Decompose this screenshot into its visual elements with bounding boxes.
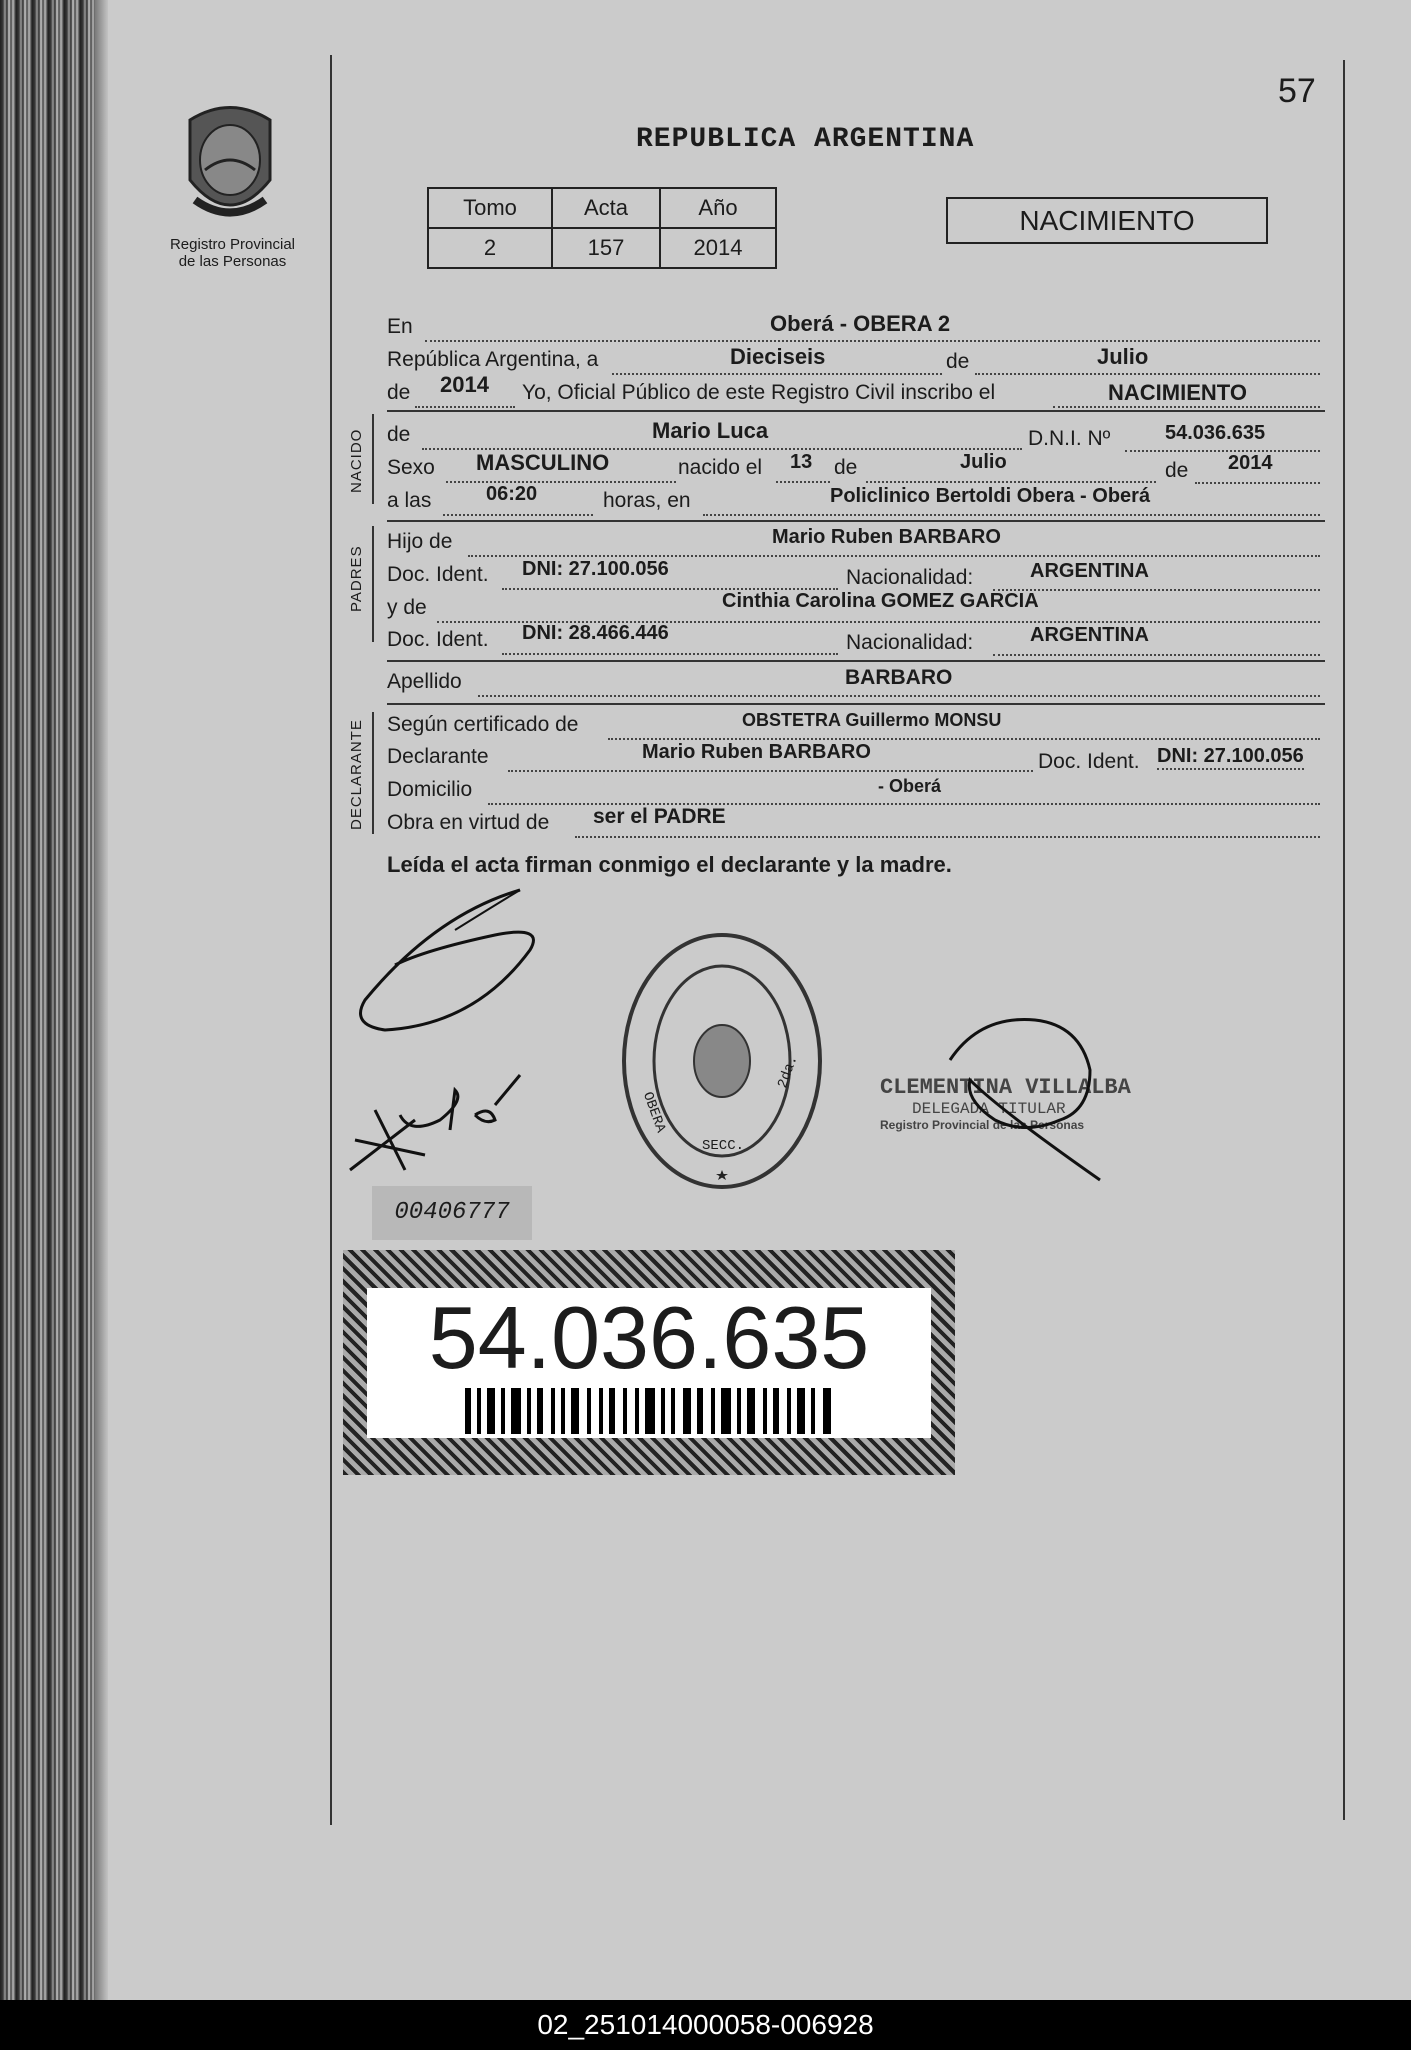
- declarante-doc: DNI: 27.100.056: [1157, 745, 1304, 770]
- dni-label: D.N.I. Nº: [1028, 427, 1111, 450]
- madre-nombre: Cinthia Carolina GOMEZ GARCIA: [722, 590, 1039, 612]
- nacido-de-label-3: de: [1165, 459, 1189, 482]
- mes-value: Julio: [1097, 344, 1149, 369]
- sticker-number: 54.036.635: [428, 1288, 870, 1387]
- left-margin-line: [330, 55, 332, 1825]
- padres-bracket: [372, 526, 374, 642]
- table-header-anio: Año: [660, 188, 776, 228]
- table-value-tomo: 2: [428, 228, 552, 268]
- right-margin-line: [1343, 60, 1345, 1820]
- section-label-padres: PADRES: [348, 545, 365, 612]
- table-header-acta: Acta: [552, 188, 660, 228]
- stamp-ring-text: [700, 940, 760, 941]
- a-las-label: a las: [387, 489, 432, 512]
- row-republica: [387, 348, 598, 374]
- declarante-doc-label: Doc. Ident.: [1038, 750, 1140, 773]
- en-value: Oberá - OBERA 2: [770, 311, 951, 336]
- scan-footer: 02_251014000058-006928: [0, 2000, 1411, 2050]
- en-label: En: [387, 315, 413, 338]
- page-number: 57: [1278, 72, 1316, 110]
- nacido-mes: Julio: [960, 451, 1007, 473]
- section-divider: [387, 660, 1325, 662]
- hijo-label: Hijo de: [387, 530, 453, 553]
- table-value-anio: 2014: [660, 228, 776, 268]
- sticker-inner: [367, 1288, 931, 1438]
- dni-label-sticker: [343, 1250, 955, 1475]
- nacido-dni: 54.036.635: [1165, 422, 1266, 444]
- nacido-bracket: [372, 414, 374, 504]
- row-en: [387, 315, 413, 341]
- barcode-icon: [465, 1388, 835, 1434]
- obra-label: Obra en virtud de: [387, 811, 550, 834]
- certificado-label: Según certificado de: [387, 713, 579, 736]
- nacido-el-label: nacido el: [678, 456, 763, 479]
- mother-signature-icon: [345, 1060, 525, 1180]
- table-header-tomo: Tomo: [428, 188, 552, 228]
- apellido-value: BARBARO: [845, 666, 953, 689]
- nacido-dia: 13: [790, 451, 813, 473]
- nacido-lugar: Policlinico Bertoldi Obera - Oberá: [830, 485, 1151, 507]
- nacido-hora: 06:20: [486, 483, 538, 505]
- official-role: DELEGADA TITULAR: [912, 1100, 1066, 1118]
- inscribo-value: NACIMIENTO: [1108, 380, 1247, 405]
- padre-nacionalidad: ARGENTINA: [1030, 560, 1149, 582]
- section-label-nacido: NACIDO: [348, 428, 365, 493]
- section-divider: [387, 520, 1325, 522]
- de2-label: de: [387, 381, 411, 404]
- padre-doc: DNI: 27.100.056: [522, 558, 669, 580]
- serial-number: 00406777: [372, 1186, 532, 1240]
- table-value-acta: 157: [552, 228, 660, 268]
- madre-nac-label: Nacionalidad:: [846, 631, 974, 654]
- declarante-label: Declarante: [387, 745, 489, 768]
- domicilio-value: - Oberá: [878, 776, 942, 796]
- apellido-label: Apellido: [387, 670, 462, 693]
- anio-value: 2014: [440, 372, 489, 397]
- sexo-label: Sexo: [387, 456, 435, 479]
- section-divider: [387, 410, 1325, 412]
- domicilio-label: Domicilio: [387, 778, 473, 801]
- record-type-box: NACIMIENTO: [946, 197, 1268, 244]
- y-de-label: y de: [387, 596, 427, 619]
- madre-doc-label: Doc. Ident.: [387, 628, 489, 651]
- republica-label: República Argentina, a: [387, 348, 599, 371]
- stamp-inner-left: OBERA: [638, 1090, 669, 1135]
- stamp-inner-bottom: SECC.: [702, 1138, 745, 1154]
- binding-strip: [0, 0, 95, 2000]
- closing-statement: Leída el acta firman conmigo el declarante y la madre.: [387, 852, 952, 877]
- de-label: de: [946, 350, 970, 373]
- official-signature-icon: [940, 1010, 1120, 1190]
- certificado-value: OBSTETRA Guillermo MONSU: [742, 710, 1002, 730]
- section-divider: [387, 703, 1325, 705]
- oficial-text: Yo, Oficial Público de este Registro Civil inscribo el: [522, 381, 996, 404]
- official-registry: Registro Provincial de las Personas: [880, 1118, 1085, 1132]
- declarante-value: Mario Ruben BARBARO: [642, 741, 871, 763]
- stamp-inner-right: 2da.: [775, 1053, 802, 1091]
- obra-value: ser el PADRE: [593, 805, 726, 828]
- nacido-nombre: Mario Luca: [652, 418, 769, 443]
- dotted-line: [866, 459, 1156, 483]
- tomo-acta-anio-table: [427, 187, 777, 269]
- misiones-seal-icon: [175, 100, 285, 230]
- nacido-de-label: de: [387, 423, 411, 446]
- declarante-bracket: [372, 712, 374, 834]
- sexo-value: MASCULINO: [476, 450, 610, 475]
- horas-en-label: horas, en: [603, 489, 691, 512]
- registry-name: [155, 236, 310, 270]
- madre-doc: DNI: 28.466.446: [522, 622, 669, 644]
- document-title: REPUBLICA ARGENTINA: [636, 124, 975, 155]
- registry-line-1: Registro Provincial: [169, 236, 296, 253]
- padre-nac-label: Nacionalidad:: [846, 566, 974, 589]
- dia-value: Dieciseis: [730, 344, 826, 369]
- madre-nacionalidad: ARGENTINA: [1030, 624, 1149, 646]
- official-name: CLEMENTINA VILLALBA: [880, 1075, 1131, 1100]
- padre-doc-label: Doc. Ident.: [387, 563, 489, 586]
- nacido-anio: 2014: [1228, 452, 1273, 474]
- nacido-de-label-2: de: [834, 456, 858, 479]
- section-label-declarante: DECLARANTE: [348, 719, 365, 830]
- declarant-signature-icon: [345, 885, 545, 1055]
- padre-nombre: Mario Ruben BARBARO: [772, 526, 1001, 548]
- registry-line-2: de las Personas: [178, 253, 287, 270]
